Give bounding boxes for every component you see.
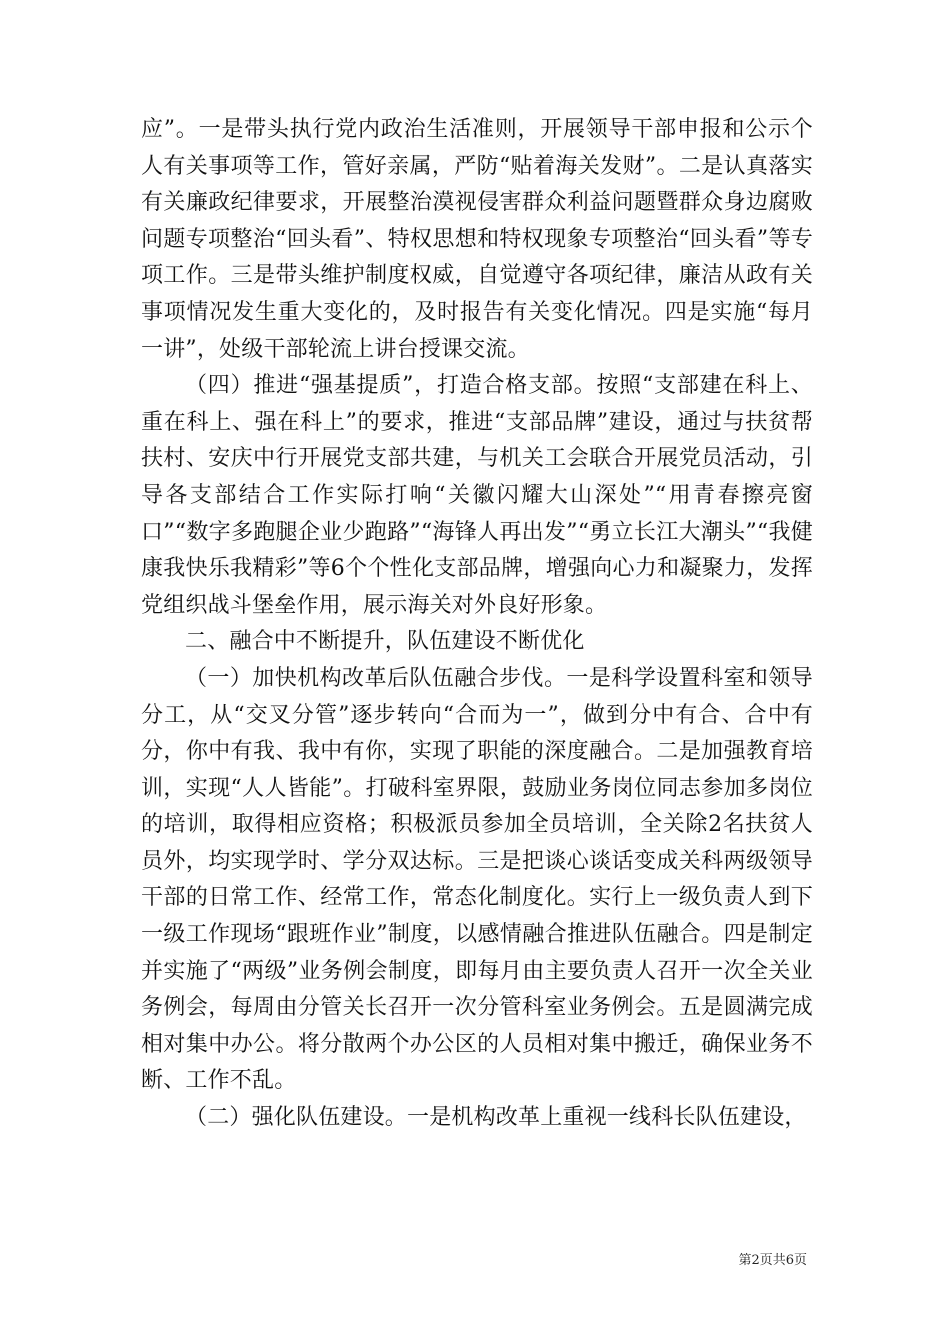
paragraph-subsection-1: （一）加快机构改革后队伍融合步伐。一是科学设置科室和领导分工，从“交叉分管”逐步转向“合而为一”，做到分中有合、合中有分，你中有我、我中有你，实现了职能的深度融合。二是加强教育培训，实现“人人皆能”。打破科室界限，鼓励业务岗位同志参加多岗位的培训，取得相应资格；积极派员参加全员培训，全关除2名扶贫人员外，均实现学时、学分双达标。三是把谈心谈话变成关科两级领导干部的日常工作、经常工作，常态化制度化。实行上一级负责人到下一级工作现场“跟班作业”制度，以感情融合推进队伍融合。四是制定并实施了“两级”业务例会制度，即每月由主要负责人召开一次全关业务例会，每周由分管关长召开一次分管科室业务例会。五是圆满完成相对集中办公。将分散两个办公区的人员相对集中搬迁，确保业务不断、工作不乱。	[141, 665, 813, 1094]
document-body	[141, 112, 813, 1137]
section-heading-2: 二、融合中不断提升，队伍建设不断优化	[185, 629, 585, 655]
paragraph-subsection-2: （二）强化队伍建设。一是机构改革上重视一线科长队伍建设，	[185, 1105, 807, 1131]
page-number: 第2页共6页	[738, 1253, 807, 1268]
paragraph-continuation: 应”。一是带头执行党内政治生活准则，开展领导干部申报和公示个人有关事项等工作，管好亲属，严防“贴着海关发财”。二是认真落实有关廉政纪律要求，开展整治漠视侵害群众利益问题暨群众身边腐败问题专项整治“回头看”、特权思想和特权现象专项整治“回头看”等专项工作。三是带头维护制度权威，自觉遵守各项纪律，廉洁从政有关事项情况发生重大变化的，及时报告有关变化情况。四是实施“每月一讲”，处级干部轮流上讲台授课交流。	[141, 117, 813, 362]
paragraph-section-4: （四）推进“强基提质”，打造合格支部。按照“支部建在科上、重在科上、强在科上”的要求，推进“支部品牌”建设，通过与扶贫帮扶村、安庆中行开展党支部共建，与机关工会联合开展党员活动，引导各支部结合工作实际打响“关徽闪耀大山深处”“用青春擦亮窗口”“数字多跑腿企业少跑路”“海锋人再出发”“勇立长江大潮头”“我健康我快乐我精彩”等6个个性化支部品牌，增强向心力和凝聚力，发挥党组织战斗堡垒作用，展示海关对外良好形象。	[141, 373, 813, 618]
